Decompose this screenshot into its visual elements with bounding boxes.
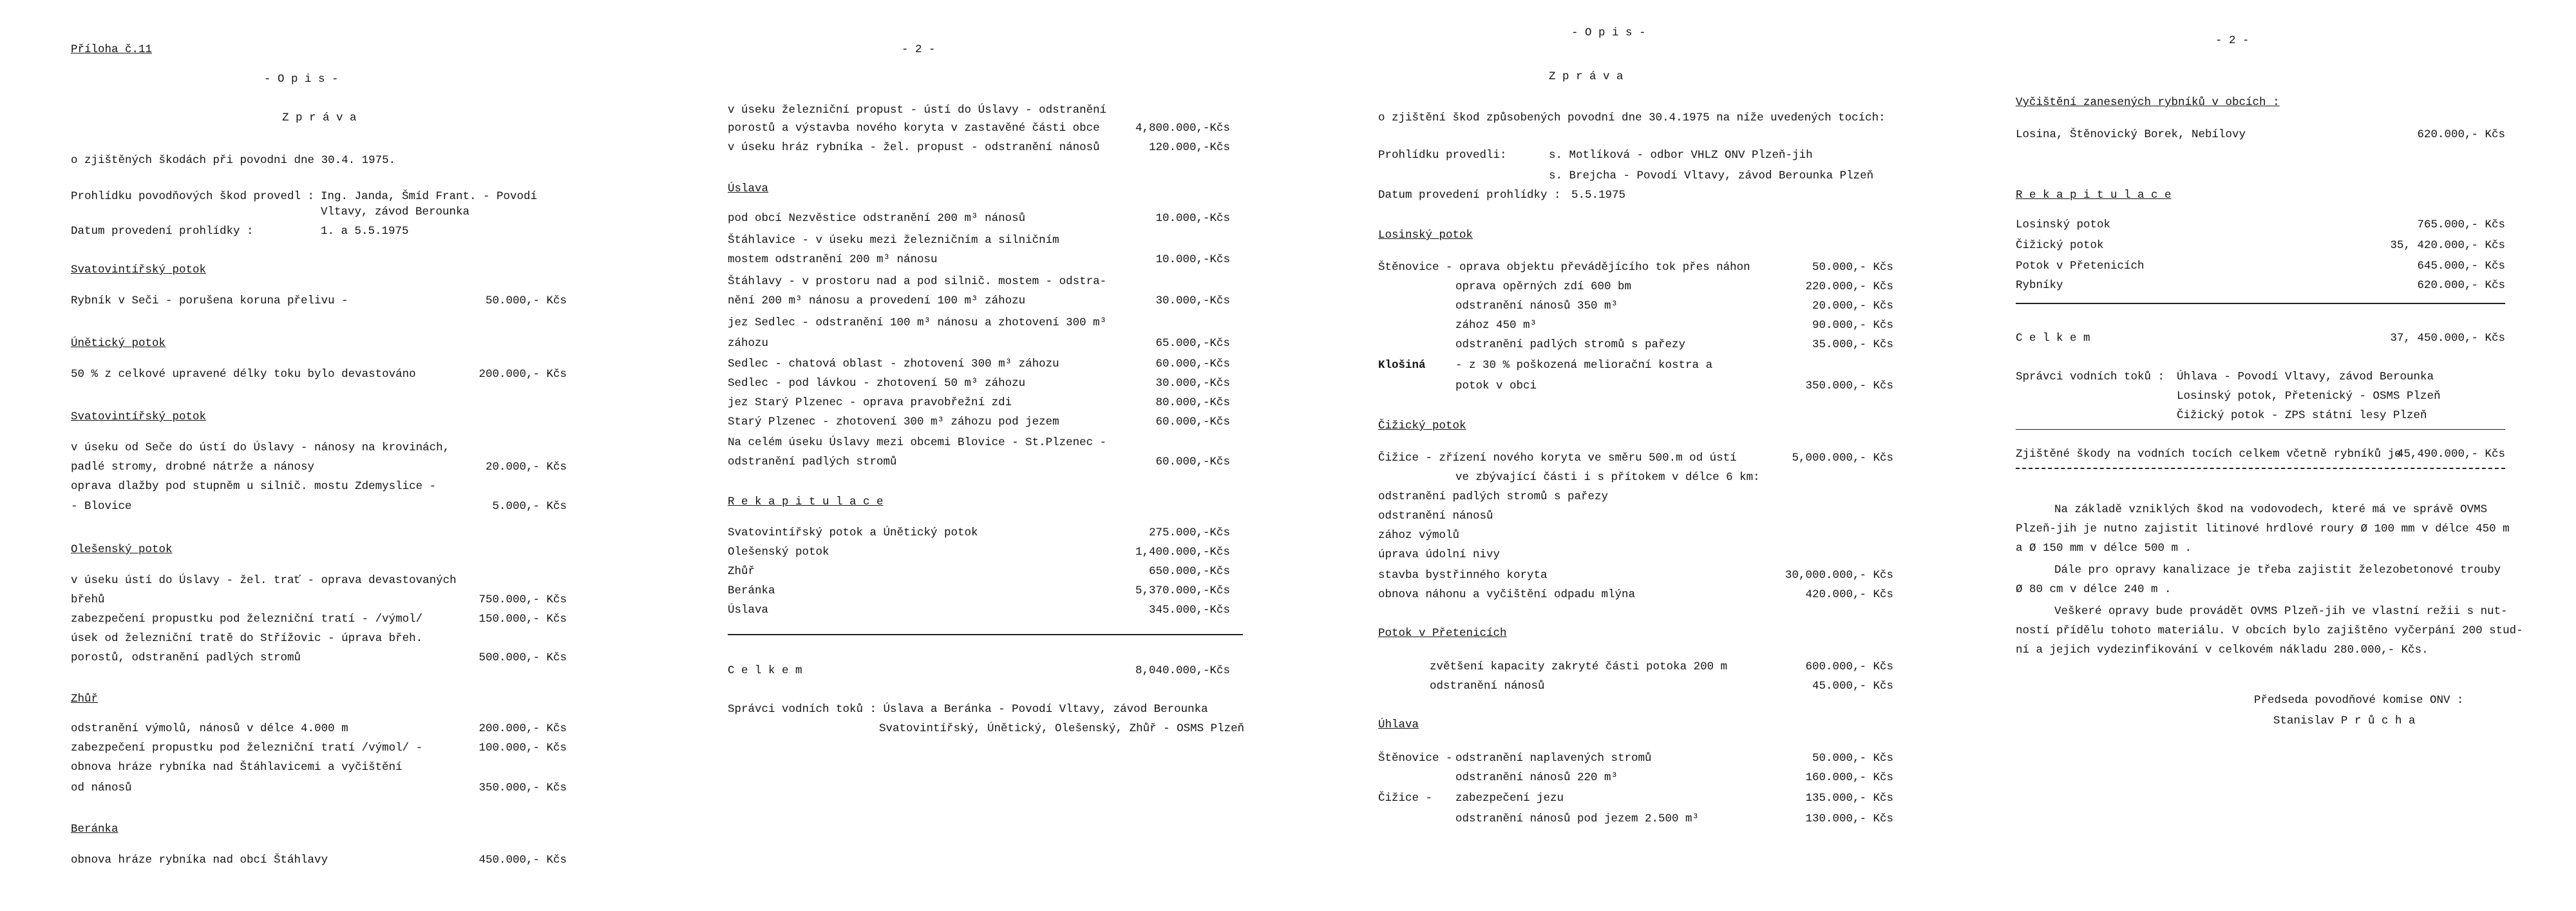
managers-label: Správci vodních toků : [2016,370,2165,383]
managers-line: Čižický potok - ZPS státní lesy Plzeň [2177,409,2427,422]
row-amount: 100.000,- Kčs [478,742,567,754]
row-text: oprava dlažby pod stupněm u silnič. mostu Zdemyslice - [71,480,437,493]
section-title: Potok v Přetenicích [1378,627,1507,640]
row-amount: 50.000,- Kčs [1812,261,1893,274]
date-label: Datum provedení prohlídky : [1378,189,1561,202]
row-amount: 135.000,- Kčs [1805,792,1893,805]
row-text: odstranění padlých stromů [728,456,897,468]
row-text: Potok v Přetenicích [2016,260,2145,273]
row-amount: 120.000,-Kčs [1148,141,1230,154]
row-text: pod obcí Nezvěstice odstranění 200 m³ nánosů [728,212,1026,225]
row-amount: 45.000,- Kčs [1812,680,1893,693]
divider-line [2016,429,2505,430]
managers-line: Svatovintířský, Únětický, Olešenský, Zhůř - OSMS Plzeň [879,722,1245,735]
signature-name: Stanislav P r ů c h a [2273,714,2416,727]
page-number: - 2 - [902,43,936,56]
row-amount: 600.000,- Kčs [1805,660,1893,673]
row-amount: 345.000,-Kčs [1148,604,1230,617]
section-title: Beránka [71,823,118,836]
row-text: odstranění naplavených stromů [1455,752,1652,765]
row-amount: 645.000,- Kčs [2417,260,2505,273]
row-text: zabezpečení propustku pod železniční tratí /výmol/ - [71,742,423,754]
paragraph-line: a Ø 150 mm v délce 500 m . [2016,542,2192,555]
row-amount: 450.000,- Kčs [478,854,567,867]
row-text: potok v obci [1455,379,1537,392]
row-text: nění 200 m³ nánosu a provedení 100 m³ záhozu [728,294,1026,307]
row-text: odstranění padlých stromů s pařezy [1455,338,1686,351]
row-amount: 60.000,-Kčs [1155,456,1230,468]
surveyors-label: Prohlídku povodňových škod provedl : [71,190,315,203]
row-text: břehů [71,593,105,606]
page-4 [2016,0,2523,911]
row-text: 50 % z celkové upravené délky toku bylo devastováno [71,368,416,381]
row-text: úsek od železniční tratě do Střížovic - úprava břeh. [71,632,423,645]
page-3 [1378,0,1893,911]
managers-line: Správci vodních toků : Úslava a Beránka - Povodí Vltavy, závod Berounka [728,703,1208,716]
total-amount: 8,040.000,-Kčs [1135,664,1230,677]
surveyor-entry: s. Motlíková - odbor VHLZ ONV Plzeň-jih [1549,149,1813,162]
date-value: 5.5.1975 [1571,189,1626,202]
total-amount: 37, 450.000,- Kčs [2390,332,2505,345]
row-amount: 220.000,- Kčs [1805,280,1893,293]
row-text: Rybníky [2016,279,2063,292]
row-text: zához výmolů [1378,529,1460,542]
paragraph-line: Plzeň-jih je nutno zajistit litinové hrdlové roury Ø 100 mm v délce 450 m [2016,523,2510,535]
row-text: odstranění nánosů [1430,680,1545,693]
row-amount: 150.000,- Kčs [478,613,567,626]
row-amount: 4,800.000,-Kčs [1135,122,1230,135]
row-text: Čižice - zřízení nového koryta ve směru 500.m od ústí [1378,452,1737,465]
row-text: - z 30 % poškozená meliorační kostra a [1455,359,1713,372]
section-title: Úslava [728,182,769,195]
row-text: odstranění padlých stromů s pařezy [1378,490,1609,503]
row-text: v úseku ústí do Úslavy - žel. trať - oprava devastovaných [71,574,457,587]
row-text: Na celém úseku Úslavy mezi obcemi Blovice - St.Plzenec - [728,436,1107,449]
row-amount: 5,000.000,- Kčs [1792,452,1893,465]
dashed-divider [2016,468,2505,469]
managers-line: Úhlava - Povodí Vltavy, závod Berounka [2177,370,2434,383]
section-title: Únětický potok [71,337,166,350]
row-amount: 160.000,- Kčs [1805,771,1893,784]
row-text: zvětšení kapacity zakryté části potoka 200 m [1430,660,1728,673]
paragraph-line: ností přídělu tohoto materiálu. V obcích bylo zajištěno vyčerpání 200 stud- [2016,624,2523,637]
section-title: Zhůř [71,693,99,705]
row-amount: 30.000,-Kčs [1155,377,1230,390]
row-text: obnova hráze rybníka nad obcí Štáhlavy [71,854,328,867]
row-text: odstranění výmolů, nánosů v délce 4.000 m [71,722,348,735]
divider-line [2016,303,2505,304]
row-text: odstranění nánosů pod jezem 2.500 m³ [1455,812,1700,825]
row-amount: 765.000,- Kčs [2417,218,2505,231]
row-text: v úseku železniční propust - ústí do Úslavy - odstranění [728,104,1107,117]
section-title: Svatovintířský potok [71,410,207,423]
row-text: obnova náhonu a vyčištění odpadu mlýna [1378,588,1636,601]
row-text: v úseku od Seče do ústí do Úslavy - nánosy na krovinách, [71,441,450,454]
row-amount: 50.000,- Kčs [1812,752,1893,765]
row-amount: 20.000,- Kčs [1812,300,1893,312]
row-amount: 200.000,- Kčs [478,722,567,735]
row-text: Starý Plzenec - zhotovení 300 m³ záhozu pod jezem [728,416,1059,428]
intro-text: o zjištěných škodách při povodni dne 30.4. 1975. [71,154,396,167]
row-text: od nánosů [71,782,132,794]
row-amount: 60.000,-Kčs [1155,358,1230,370]
row-amount: 750.000,- Kčs [478,593,567,606]
section-title: Svatovintířský potok [71,264,207,276]
row-text: zabezpečení jezu [1455,792,1564,805]
row-amount: 200.000,- Kčs [478,368,567,381]
row-amount: 1,400.000,-Kčs [1135,546,1230,559]
row-text: mostem odstranění 200 m³ nánosu [728,253,938,266]
row-amount: 500.000,- Kčs [478,651,567,664]
paragraph-line: Dále pro opravy kanalizace je třeba zajistit železobetonové trouby [2054,564,2501,577]
row-amount: 35, 420.000,- Kčs [2390,239,2505,252]
row-amount: 10.000,-Kčs [1155,212,1230,225]
row-amount: 275.000,-Kčs [1148,526,1230,539]
row-text: porostů a výstavba nového koryta v zastavěné části obce [728,122,1100,135]
row-text: v úseku hráz rybníka - žel. propust - odstranění nánosů [728,141,1100,154]
row-text: Sedlec - pod lávkou - zhotovení 50 m³ záhozu [728,377,1026,390]
section-title: Olešenský potok [71,543,173,556]
row-text: Olešenský potok [728,546,829,559]
row-text: ve zbývající části i s přítokem v délce 6 km: [1455,471,1760,484]
row-amount: 350.000,- Kčs [478,782,567,794]
row-amount: 620.000,- Kčs [2417,128,2505,141]
row-amount: 420.000,- Kčs [1805,588,1893,601]
row-amount: 90.000,- Kčs [1812,319,1893,332]
signature-title: Předseda povodňové komise ONV : [2254,694,2464,707]
row-text: padlé stromy, drobné nátrže a nánosy [71,461,315,474]
section-title: Vyčištění zanesených rybníků v obcích : [2016,96,2280,109]
page-1 [71,0,567,911]
total-label: C e l k e m [728,664,802,677]
row-amount: 30.000,-Kčs [1155,294,1230,307]
opis-heading: - O p i s - [1571,26,1646,39]
divider-line [728,634,1243,635]
row-text: zabezpečení propustku pod železniční tratí - /výmol/ [71,613,423,626]
row-text: Štáhlavice - v úseku mezi železničním a silničním [728,234,1059,247]
section-title: Čižický potok [1378,419,1466,432]
paragraph-line: Veškeré opravy bude provádět OVMS Plzeň-jih ve vlastní režii s nut- [2054,605,2508,618]
row-amount: 620.000,- Kčs [2417,279,2505,292]
row-text: úprava údolní nivy [1378,548,1501,561]
row-text: Rybník v Seči - porušena koruna přelivu - [71,294,348,307]
paragraph-line: ní a jejich vydezinfikování v celkovém nákladu 280.000,- Kčs. [2016,644,2429,657]
row-text: oprava opěrných zdí 600 bm [1455,280,1632,293]
summary-amount: 45,490.000,- Kčs [2396,448,2505,461]
row-text: záhozu [728,337,769,350]
opis-heading: - O p i s - [264,73,339,86]
row-text: odstranění nánosů 220 m³ [1455,771,1618,784]
row-amount: 35.000,- Kčs [1812,338,1893,351]
attachment-label: Příloha č.11 [71,43,153,56]
row-text: Svatovintířský potok a Únětický potok [728,526,978,539]
row-amount: 50.000,- Kčs [485,294,567,307]
locality-label: Čižice - [1378,792,1433,805]
rekapitulace-title: R e k a p i t u l a c e [2016,189,2172,202]
row-text: Zhůř [728,565,755,578]
row-amount: 20.000,- Kčs [485,461,567,474]
page-number: - 2 - [2215,34,2249,47]
section-title: Losinský potok [1378,229,1473,242]
total-label: C e l k e m [2016,332,2090,345]
zprava-heading: Z p r á v a [1549,70,1624,83]
row-text: Sedlec - chatová oblast - zhotovení 300 m³ záhozu [728,358,1059,370]
paragraph-line: Na základě vzniklých škod na vodovodech, které má ve správě OVMS [2054,503,2488,516]
row-text: stavba bystřinného koryta [1378,569,1548,582]
page-2 [728,0,1243,911]
row-amount: 650.000,-Kčs [1148,565,1230,578]
paragraph-line: Ø 80 cm v délce 240 m . [2016,583,2172,596]
row-amount: 65.000,-Kčs [1155,337,1230,350]
section-title: Úhlava [1378,718,1419,731]
zprava-heading: Z p r á v a [282,111,357,124]
managers-line: Losinský potok, Přetenický - OSMS Plzeň [2177,390,2441,403]
row-amount: 130.000,- Kčs [1805,812,1893,825]
locality-label: Štěnovice - [1378,752,1453,765]
row-text: jez Sedlec - odstranění 100 m³ nánosu a zhotovení 300 m³ [728,316,1107,329]
row-text: Losina, Štěnovický Borek, Nebílovy [2016,128,2246,141]
row-text: jez Starý Plzenec - oprava pravobřežní zdi [728,396,1012,409]
surveyors-label: Prohlídku provedli: [1378,149,1507,162]
rekapitulace-title: R e k a p i t u l a c e [728,495,884,508]
row-text: Beránka [728,584,775,597]
row-text: Úslava [728,604,769,617]
row-amount: 5,370.000,-Kčs [1135,584,1230,597]
intro-text: o zjištění škod způsobených povodní dne 30.4.1975 na níže uvedených tocích: [1378,111,1886,124]
row-text: Losinský potok [2016,218,2111,231]
row-text: Štěnovice - oprava objektu převádějícího tok přes náhon [1378,261,1750,274]
row-amount: 350.000,- Kčs [1805,379,1893,392]
summary-text: Zjištěné škody na vodních tocích celkem včetně rybníků je [2016,448,2401,461]
surveyor-entry: s. Brejcha - Povodí Vltavy, závod Berounka Plzeň [1549,169,1874,182]
row-amount: 80.000,-Kčs [1155,396,1230,409]
date-label: Datum provedení prohlídky : [71,225,254,238]
row-amount: 10.000,-Kčs [1155,253,1230,266]
row-text: odstranění nánosů [1378,510,1493,523]
row-text: odstranění nánosů 350 m³ [1455,300,1618,312]
row-amount: 5.000,- Kčs [492,500,567,513]
row-text: Štáhlavy - v prostoru nad a pod silnič. mostem - odstra- [728,275,1107,288]
row-text: Čižický potok [2016,239,2104,252]
row-text: zához 450 m³ [1455,319,1537,332]
row-amount: 60.000,-Kčs [1155,416,1230,428]
row-amount: 30,000.000,- Kčs [1785,569,1893,582]
locality-label: Klošiná [1378,359,1426,372]
row-text: porostů, odstranění padlých stromů [71,651,301,664]
date-value: 1. a 5.5.1975 [321,225,409,238]
surveyors-value: Ing. Janda, Šmíd Frant. - Povodí Vltavy, závod Berounka [321,190,538,218]
row-text: - Blovice [71,500,132,513]
row-text: obnova hráze rybníka nad Štáhlavicemi a vyčištění [71,761,402,774]
